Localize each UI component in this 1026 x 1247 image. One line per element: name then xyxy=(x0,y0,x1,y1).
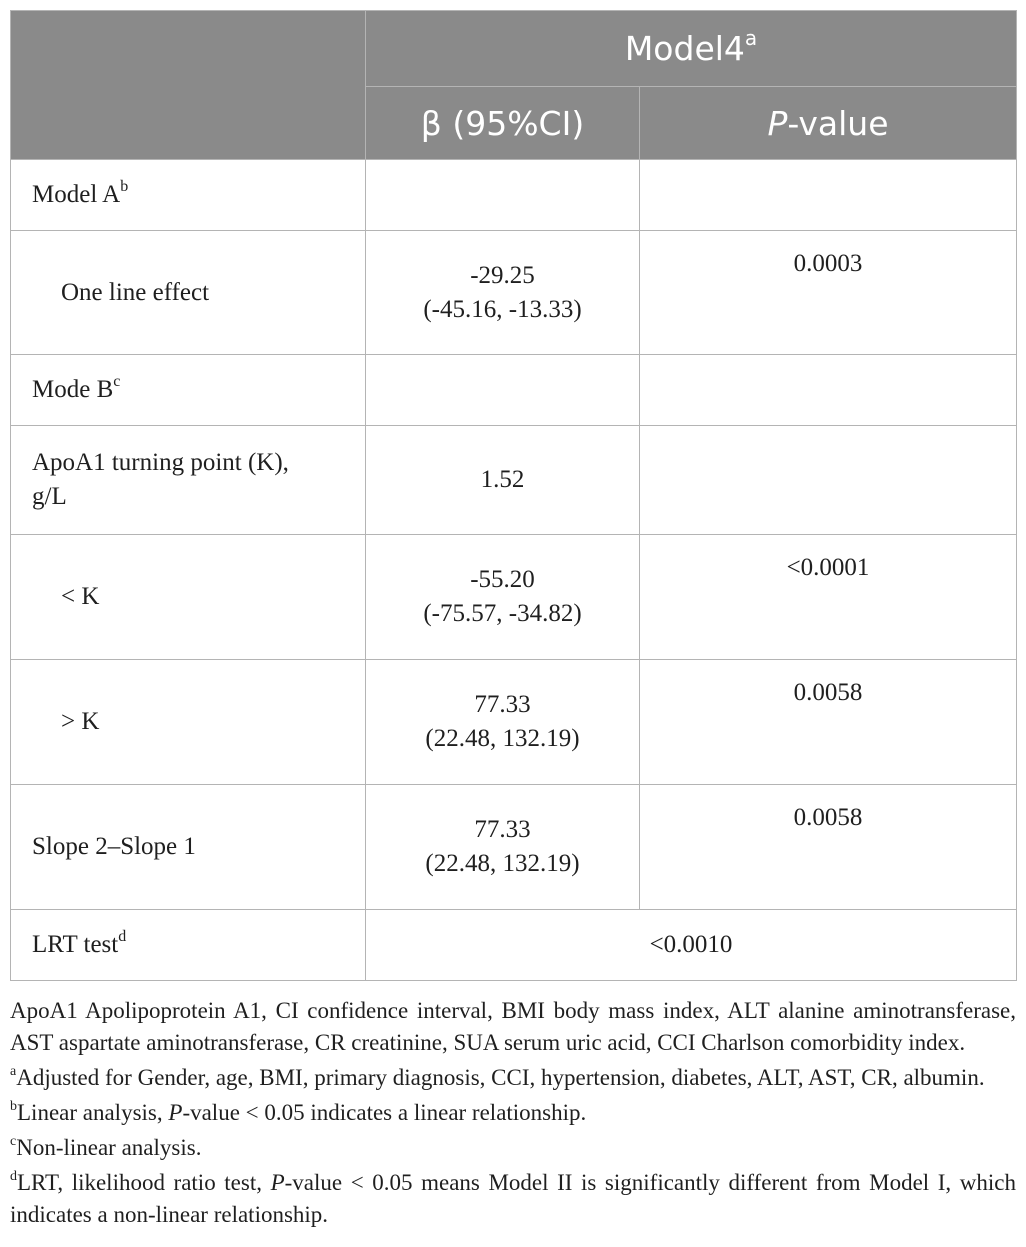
beta-cell: 77.33 (22.48, 132.19) xyxy=(366,785,640,910)
footnote-b: $^b$Linear analysis, P-value < 0.05 indicates a linear relationship. xyxy=(10,1099,587,1125)
row-label: LRT test$^d$ xyxy=(11,910,366,981)
footnote-a: $^a$Adjusted for Gender, age, BMI, primary diagnosis, CCI, hypertension, diabetes, ALT, AST, CR, albumin. xyxy=(10,1064,985,1090)
footnote-c: $^c$Non-linear analysis. xyxy=(10,1134,202,1160)
row-label: ApoA1 turning point (K), g/L xyxy=(11,426,366,535)
beta-cell xyxy=(366,160,640,231)
header-p-value: P-value xyxy=(640,87,1017,160)
table-header xyxy=(11,11,1017,160)
table-footnotes xyxy=(10,995,1016,1231)
table-row xyxy=(11,910,1017,981)
table-row xyxy=(11,660,1017,785)
p-value-cell xyxy=(640,160,1017,231)
row-label: Mode $B^c$ xyxy=(11,355,366,426)
row-label: Slope 2–Slope 1 xyxy=(11,785,366,910)
results-table-container xyxy=(10,10,1016,1234)
beta-cell: 1.52 xyxy=(366,426,640,535)
table-row xyxy=(11,785,1017,910)
row-label: Model $A^b$ xyxy=(11,160,366,231)
header-beta-ci: β (95%CI) xyxy=(366,87,640,160)
header-model4: Model4$^a$ xyxy=(366,11,1017,87)
p-value-cell xyxy=(640,355,1017,426)
p-value-cell: 0.0003 xyxy=(640,231,1017,355)
row-label: < K xyxy=(11,535,366,660)
beta-cell xyxy=(366,355,640,426)
table-row xyxy=(11,160,1017,231)
row-label: > K xyxy=(11,660,366,785)
p-value-cell xyxy=(640,426,1017,535)
header-blank-cell xyxy=(11,11,366,160)
table-row xyxy=(11,535,1017,660)
p-value-cell: 0.0058 xyxy=(640,785,1017,910)
lrt-merged-cell: <0.0010 xyxy=(366,910,1017,981)
table-row xyxy=(11,426,1017,535)
footnote-abbreviations: ApoA1 Apolipoprotein A1, CI confidence interval, BMI body mass index, ALT alanine aminotransferase, AST aspartate aminotransferase, CR creatinine, SUA serum uric acid, CCI Charlson comorbidity index. xyxy=(10,998,1016,1055)
results-table xyxy=(10,10,1017,981)
row-label: One line effect xyxy=(11,231,366,355)
p-value-cell: 0.0058 xyxy=(640,660,1017,785)
beta-cell: -55.20 (-75.57, -34.82) xyxy=(366,535,640,660)
footnote-d: $^d$LRT, likelihood ratio test, P-value < 0.05 means Model II is significantly different from Model I, which indicates a non-linear relationship. xyxy=(10,1169,1016,1227)
table-row xyxy=(11,355,1017,426)
p-value-cell: <0.0001 xyxy=(640,535,1017,660)
beta-cell: 77.33 (22.48, 132.19) xyxy=(366,660,640,785)
beta-cell: -29.25 (-45.16, -13.33) xyxy=(366,231,640,355)
table-row xyxy=(11,231,1017,355)
